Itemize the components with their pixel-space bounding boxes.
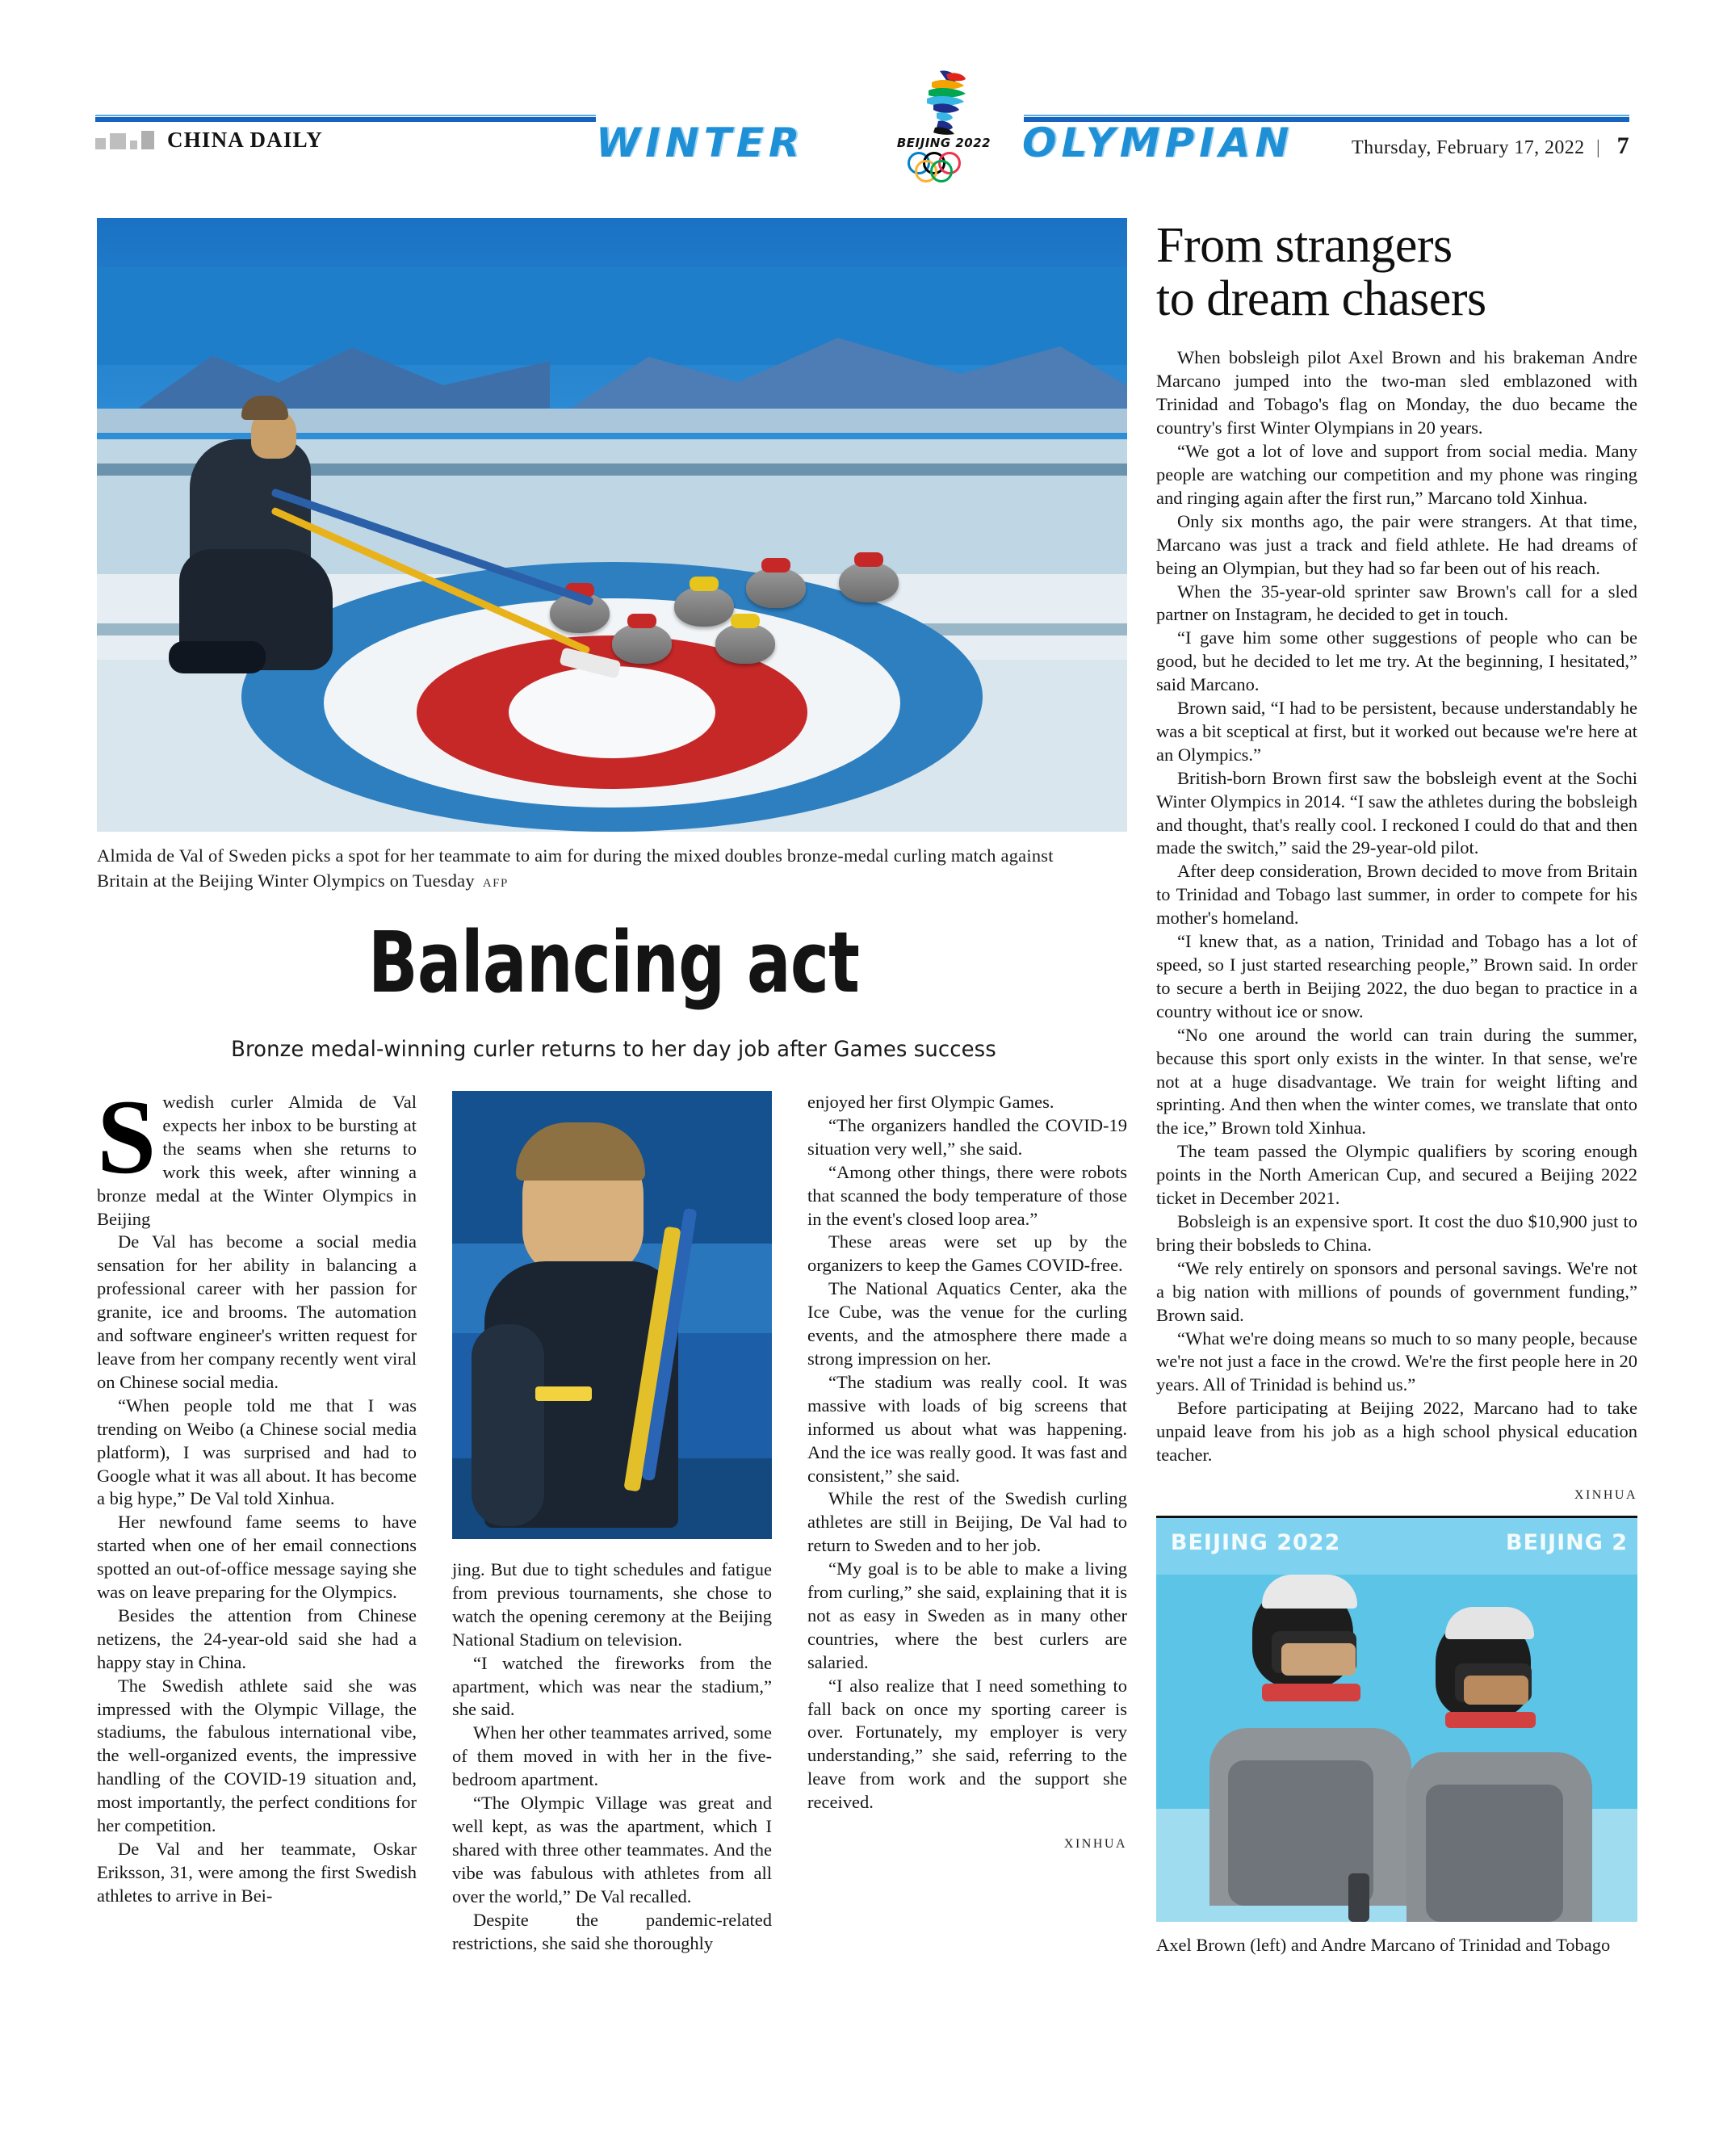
date-text: Thursday, February 17, 2022 [1352, 137, 1585, 158]
masthead [95, 103, 1629, 188]
paragraph: “I knew that, as a nation, Trinidad and Tobago has a lot of speed, so I just started researching people,” Brown said. In order to secure a berth in Beijing 2022, the duo began to practice in a country without ice or snow. [1156, 931, 1637, 1021]
story-column-2 [452, 1091, 772, 1955]
hero-caption-text: Almida de Val of Sweden picks a spot for her teammate to aim for during the mixed doubles bronze-medal curling match against Britain at the Beijing Winter Olympics on Tuesday [97, 845, 1054, 891]
paragraph [97, 1077, 417, 1231]
date-separator: | [1595, 137, 1601, 158]
masthead-rules [95, 115, 1629, 123]
masthead-dateline [1352, 132, 1629, 160]
story-credit: XINHUA [1063, 1837, 1127, 1852]
story-column-1 [97, 1077, 417, 1955]
sidebar-credit: XINHUA [1574, 1487, 1637, 1502]
sidebar-headline [1156, 220, 1637, 325]
masthead-title-winter: WINTER [596, 120, 805, 166]
article-headline: Balancing act [367, 913, 860, 1013]
rule-left [95, 115, 596, 123]
portrait-photo-curler [452, 1091, 772, 1539]
sidebar-article [1156, 220, 1637, 1957]
olympic-rings-icon [908, 152, 985, 179]
paragraph: “Among other things, there were robots that scanned the body temperature of those in the event's closed loop area.” [807, 1161, 1127, 1229]
paragraph: Her newfound fame seems to have started when one of her email connections spotted an out-of-office message saying she was on leave preparing for the Olympics. [97, 1512, 417, 1603]
paragraph: “We rely entirely on sponsors and personal savings. We're not a big nation with millions of pounds of government funding,” Brown said. [1156, 1257, 1637, 1325]
paragraph: The Swedish athlete said she was impressed with the Olympic Village, the stadiums, the fabulous international vibe, the well-organized events, the impressive handling of the COVID-19 situation and, most importantly, the perfect conditions for her competition. [97, 1675, 417, 1836]
paragraph: Besides the attention from Chinese netizens, the 24-year-old said she had a happy stay in China. [97, 1604, 417, 1672]
sidebar-photo-bobsleigh [1156, 1516, 1637, 1922]
main-article [97, 218, 1130, 1955]
paragraph: Only six months ago, the pair were strangers. At that time, Marcano was just a track and field athlete. He had dreams of being an Olympian, but they had so far been out of his reach. [1156, 510, 1637, 578]
paragraph: Brown said, “I had to be persistent, because understandably he was a bit sceptical at first, but it worked out because we're here at an Olympics.” [1156, 698, 1637, 765]
page-number: 7 [1616, 132, 1629, 159]
hero-photo-credit: AFP [482, 877, 509, 891]
paragraph: The team passed the Olympic qualifiers by scoring enough points in the North American Cup, and secured a Beijing 2022 ticket in December 2021. [1156, 1141, 1637, 1209]
paragraph: jing. But due to tight schedules and fatigue from previous tournaments, she chose to watch the opening ceremony at the Beijing National Stadium on television. [452, 1559, 772, 1650]
paragraph: These areas were set up by the organizers to keep the Games COVID-free. [807, 1231, 1127, 1276]
paragraph: “I also realize that I need something to fall back on once my sporting career is over. Fortunately, my employer is very understanding,” she said, referring to the leave from work and the support she received. [807, 1675, 1127, 1813]
paragraph: “I gave him some other suggestions of people who can be good, but he decided to let me try. At the beginning, I hesitated,” said Marcano. [1156, 627, 1637, 695]
article-subhead: Bronze medal-winning curler returns to her day job after Games success [231, 1037, 996, 1062]
paragraph: While the rest of the Swedish curling athletes are still in Beijing, De Val had to return to Sweden and to her job. [807, 1488, 1127, 1556]
paragraph: De Val and her teammate, Oskar Eriksson, 31, were among the first Swedish athletes to arrive in Bei- [97, 1839, 417, 1906]
story-columns [97, 1077, 1130, 1955]
paragraph: De Val has become a social media sensation for her ability in balancing a professional career with her passion for granite, ice and brooms. The automation and software engineer's written request for leave from her company recently went viral on Chinese social media. [97, 1231, 417, 1392]
paragraph: “I watched the fireworks from the apartment, which was near the stadium,” she said. [452, 1652, 772, 1720]
paragraph: “We got a lot of love and support from social media. Many people are watching our competition and my phone was ringing and ringing again after the first run,” Marcano told Xinhua. [1156, 441, 1637, 508]
paragraph: “When people told me that I was trending on Weibo (a Chinese social media platform), I was surprised and had to Google what it was all about. It has become a big hype,” De Val told Xinhua. [97, 1395, 417, 1509]
paragraph: British-born Brown first saw the bobsleigh event at the Sochi Winter Olympics in 2014. “I saw the athletes during the bobsleigh and thought, that's really cool. I reckoned I could do that and then made the switch,” said the 29-year-old pilot. [1156, 767, 1637, 858]
paragraph: “The Olympic Village was great and well kept, as was the apartment, which I shared with three other teammates. And the vibe was fabulous with athletes from all over the world,” De Val recalled. [452, 1793, 772, 1906]
paragraph: enjoyed her first Olympic Games. [807, 1092, 1054, 1112]
paragraph: “What we're doing means so much to so many people, because we're not just a face in the crowd. We're the first people here in 20 years. All of Trinidad is behind us.” [1156, 1328, 1637, 1395]
photo-banner-right: BEIJING 2 [1505, 1529, 1629, 1555]
drop-cap: S [97, 1077, 157, 1196]
sidebar-headline-line-1: From strangers [1156, 218, 1453, 273]
hero-photo-caption [97, 843, 1106, 893]
logo-wordmark: BEIJING 2022 [896, 136, 991, 150]
masthead-title-olympian: OLYMPIAN [1022, 120, 1294, 166]
paragraph: When her other teammates arrived, some of them moved in with her in the five-bedroom apartment. [452, 1722, 772, 1790]
sidebar-headline-line-2: to dream chasers [1156, 271, 1486, 326]
paragraph: “The stadium was really cool. It was massive with loads of big screens that informed us about what was happening. And the ice was really good. It was fast and consistent,” she said. [807, 1371, 1127, 1486]
paragraph: Despite the pandemic-related restrictions, she said she thoroughly [452, 1909, 772, 1953]
chinese-characters-icon [95, 131, 154, 149]
photo-banner-left: BEIJING 2022 [1170, 1529, 1341, 1555]
paragraph: “The organizers handled the COVID-19 situation very well,” she said. [807, 1114, 1127, 1159]
paragraph-text: wedish curler Almida de Val expects her inbox to be bursting at the seams when she returns to work this week, after winning a bronze medal at the Winter Olympics in Beijing [97, 1092, 417, 1229]
paragraph: The National Aquatics Center, aka the Ice Cube, was the venue for the curling events, and the atmosphere there made a strong impression on her. [807, 1278, 1127, 1369]
brand-name: CHINA DAILY [167, 128, 323, 152]
paragraph: “My goal is to be able to make a living from curling,” she said, explaining that it is not as easy in Sweden as in many other countries, where the best curlers are salaried. [807, 1558, 1127, 1672]
sidebar-photo-caption: Axel Brown (left) and Andre Marcano of Trinidad and Tobago [1156, 1934, 1611, 1955]
paragraph: When the 35-year-old sprinter saw Brown's call for a sled partner on Instagram, he decided to get in touch. [1156, 581, 1637, 625]
paragraph: Bobsleigh is an expensive sport. It cost the duo $10,900 just to bring their bobsleds to China. [1156, 1210, 1637, 1255]
hero-photo-curling [97, 218, 1127, 832]
paragraph: When bobsleigh pilot Axel Brown and his brakeman Andre Marcano jumped into the two-man sled emblazoned with Trinidad and Tobago's flag on Monday, the duo became the country's first Winter Olympians in 20 years. [1156, 347, 1637, 438]
paragraph: After deep consideration, Brown decided to move from Britain to Trinidad and Tobago last summer, in order to compete for his mother's homeland. [1156, 861, 1637, 929]
paragraph: Before participating at Beijing 2022, Marcano had to take unpaid leave from his job as a high school physical education teacher. [1156, 1398, 1637, 1466]
story-column-3 [807, 1091, 1127, 1955]
paragraph: “No one around the world can train during the summer, because this sport only exists in the winter. In that sense, we're not at a huge disadvantage. We train for weight lifting and sprinting. And then when the winter comes, we translate that onto the ice,” Brown told Xinhua. [1156, 1024, 1637, 1139]
beijing-2022-logo-icon [870, 69, 1016, 187]
brand-logo[interactable] [95, 128, 323, 153]
